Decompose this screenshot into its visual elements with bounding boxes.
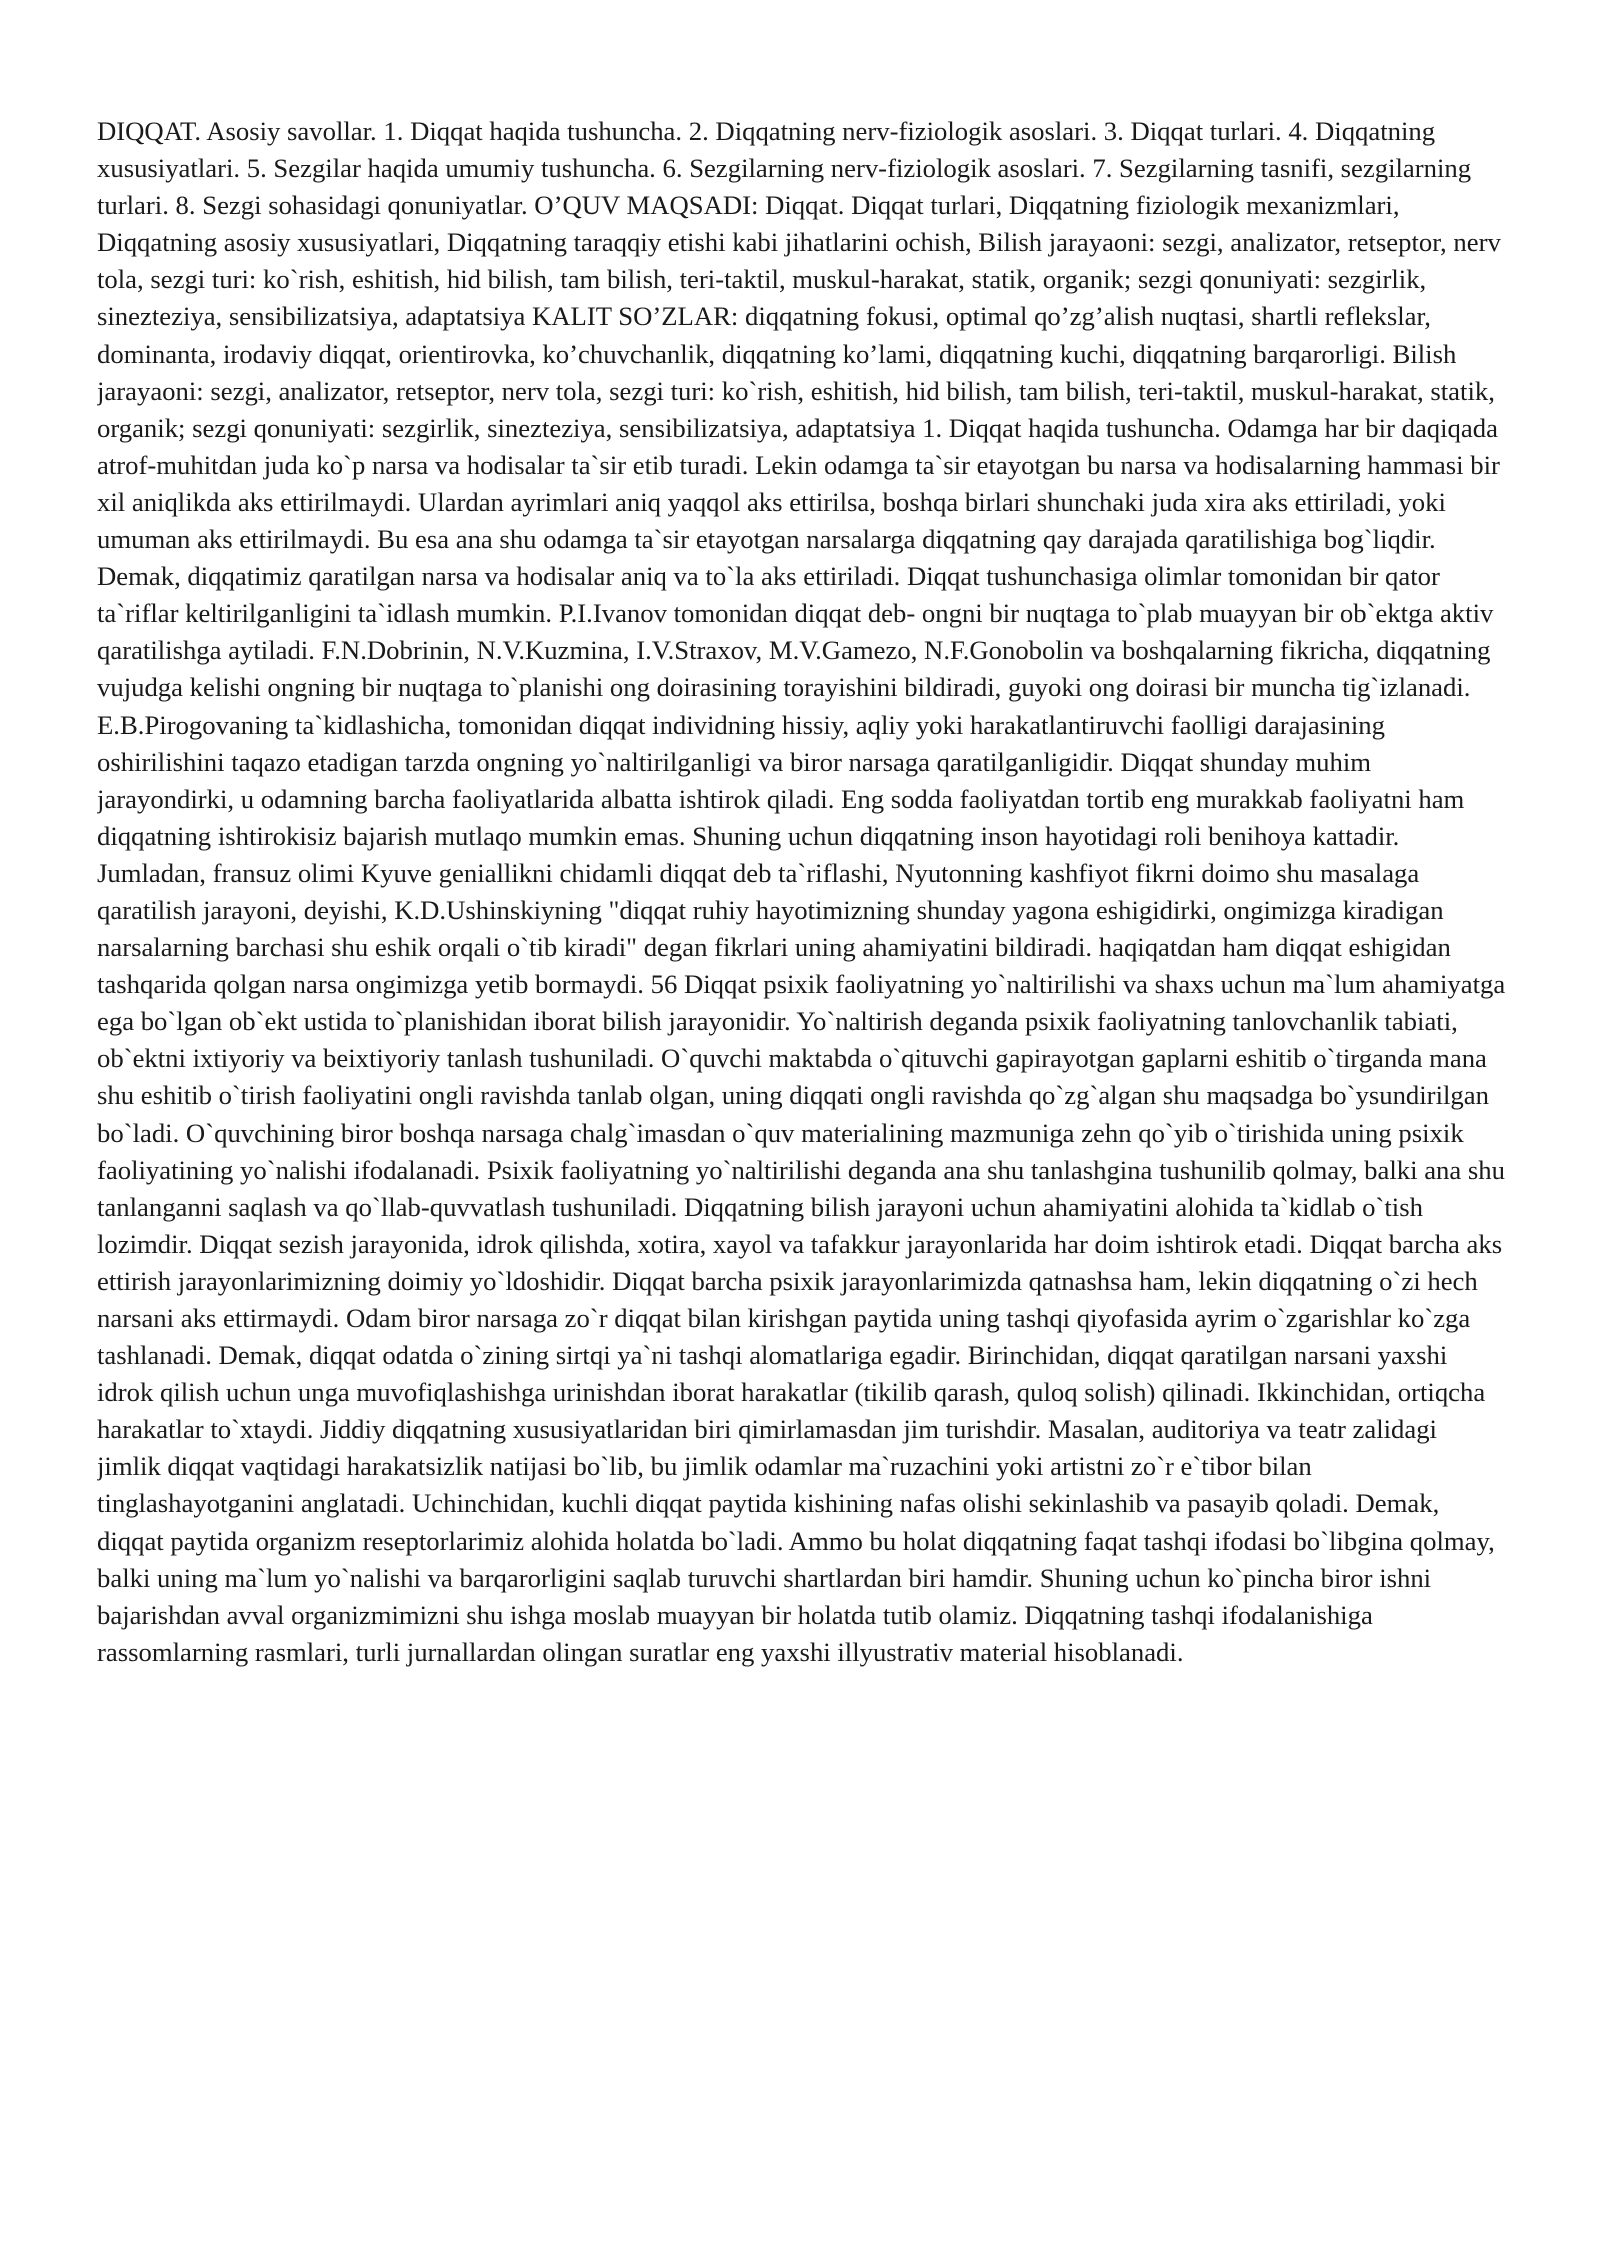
document-page (97, 113, 1507, 2173)
document-body-text: DIQQAT. Asosiy savollar. 1. Diqqat haqida tushuncha. 2. Diqqatning nerv-fiziologik asoslari. 3. Diqqat turlari. 4. Diqqatning xususiyatlari. 5. Sezgilar haqida umumiy tushuncha. 6. Sezgilarning nerv-fiziologik asoslari. 7. Sezgilarning tasnifi, sezgilarning turlari. 8. Sezgi sohasidagi qonuniyatlar. O’QUV MAQSADI: Diqqat. Diqqat turlari, Diqqatning fiziologik mexanizmlari, Diqqatning asosiy xususiyatlari, Diqqatning taraqqiy etishi kabi jihatlarini ochish, Bilish jarayaoni: sezgi, analizator, retseptor, nerv tola, sezgi turi: ko`rish, eshitish, hid bilish, tam bilish, teri-taktil, muskul-harakat, statik, organik; sezgi qonuniyati: sezgirlik, sinezteziya, sensibilizatsiya, adaptatsiya KALIT SO’ZLAR: diqqatning fokusi, optimal qo’zg’alish nuqtasi, shartli reflekslar, dominanta, irodaviy diqqat, orientirovka, ko’chuvchanlik, diqqatning ko’lami, diqqatning kuchi, diqqatning barqarorligi. Bilish jarayaoni: sezgi, analizator, retseptor, nerv tola, sezgi turi: ko`rish, eshitish, hid bilish, tam bilish, teri-taktil, muskul-harakat, statik, organik; sezgi qonuniyati: sezgirlik, sinezteziya, sensibilizatsiya, adaptatsiya 1. Diqqat haqida tushuncha. Odamga har bir daqiqada atrof-muhitdan juda ko`p narsa va hodisalar ta`sir etib turadi. Lekin odamga ta`sir etayotgan bu narsa va hodisalarning hammasi bir xil aniqlikda aks ettirilmaydi. Ulardan ayrimlari aniq yaqqol aks ettirilsa, boshqa birlari shunchaki juda xira aks ettiriladi, yoki umuman aks ettirilmaydi. Bu esa ana shu odamga ta`sir etayotgan narsalarga diqqatning qay darajada qaratilishiga bog`liqdir. Demak, diqqatimiz qaratilgan narsa va hodisalar aniq va to`la aks ettiriladi. Diqqat tushunchasiga olimlar tomonidan bir qator ta`riflar keltirilganligini ta`idlash mumkin. P.I.Ivanov tomonidan diqqat deb- ongni bir nuqtaga to`plab muayyan bir ob`ektga aktiv qaratilishga aytiladi. F.N.Dobrinin, N.V.Kuzmina, I.V.Straxov, M.V.Gamezo, N.F.Gonobolin va boshqalarning fikricha, diqqatning vujudga kelishi ongning bir nuqtaga to`planishi ong doirasining torayishini bildiradi, guyoki ong doirasi bir muncha tig`izlanadi. E.B.Pirogovaning ta`kidlashicha, tomonidan diqqat individning hissiy, aqliy yoki harakatlantiruvchi faolligi darajasining oshirilishini taqazo etadigan tarzda ongning yo`naltirilganligi va biror narsaga qaratilganligidir. Diqqat shunday muhim jarayondirki, u odamning barcha faoliyatlarida albatta ishtirok qiladi. Eng sodda faoliyatdan tortib eng murakkab faoliyatni ham diqqatning ishtirokisiz bajarish mutlaqo mumkin emas. Shuning uchun diqqatning inson hayotidagi roli benihoya kattadir. Jumladan, fransuz olimi Kyuve geniallikni chidamli diqqat deb ta`riflashi, Nyutonning kashfiyot fikrni doimo shu masalaga qaratilish jarayoni, deyishi, K.D.Ushinskiyning "diqqat ruhiy hayotimizning shunday yagona eshigidirki, ongimizga kiradigan narsalarning barchasi shu eshik orqali o`tib kiradi" degan fikrlari uning ahamiyatini bildiradi. haqiqatdan ham diqqat eshigidan tashqarida qolgan narsa ongimizga yetib bormaydi. 56 Diqqat psixik faoliyatning yo`naltirilishi va shaxs uchun ma`lum ahamiyatga ega bo`lgan ob`ekt ustida to`planishidan iborat bilish jarayonidir. Yo`naltirish deganda psixik faoliyatning tanlovchanlik tabiati, ob`ektni ixtiyoriy va beixtiyoriy tanlash tushuniladi. O`quvchi maktabda o`qituvchi gapirayotgan gaplarni eshitib o`tirganda mana shu eshitib o`tirish faoliyatini ongli ravishda tanlab olgan, uning diqqati ongli ravishda qo`zg`algan shu maqsadga bo`ysundirilgan bo`ladi. O`quvchining biror boshqa narsaga chalg`imasdan o`quv materialining mazmuniga zehn qo`yib o`tirishida uning psixik faoliyatining yo`nalishi ifodalanadi. Psixik faoliyatning yo`naltirilishi deganda ana shu tanlashgina tushunilib qolmay, balki ana shu tanlanganni saqlash va qo`llab-quvvatlash tushuniladi. Diqqatning bilish jarayoni uchun ahamiyatini alohida ta`kidlab o`tish lozimdir. Diqqat sezish jarayonida, idrok qilishda, xotira, xayol va tafakkur jarayonlarida har doim ishtirok etadi. Diqqat barcha aks ettirish jarayonlarimizning doimiy yo`ldoshidir. Diqqat barcha psixik jarayonlarimizda qatnashsa ham, lekin diqqatning o`zi hech narsani aks ettirmaydi. Odam biror narsaga zo`r diqqat bilan kirishgan paytida uning tashqi qiyofasida ayrim o`zgarishlar ko`zga tashlanadi. Demak, diqqat odatda o`zining sirtqi ya`ni tashqi alomatlariga egadir. Birinchidan, diqqat qaratilgan narsani yaxshi idrok qilish uchun unga muvofiqlashishga urinishdan iborat harakatlar (tikilib qarash, quloq solish) qilinadi. Ikkinchidan, ortiqcha harakatlar to`xtaydi. Jiddiy diqqatning xususiyatlaridan biri qimirlamasdan jim turishdir. Masalan, auditoriya va teatr zalidagi jimlik diqqat vaqtidagi harakatsizlik natijasi bo`lib, bu jimlik odamlar ma`ruzachini yoki artistni zo`r e`tibor bilan tinglashayotganini anglatadi. Uchinchidan, kuchli diqqat paytida kishining nafas olishi sekinlashib va pasayib qoladi. Demak, diqqat paytida organizm reseptorlarimiz alohida holatda bo`ladi. Ammo bu holat diqqatning faqat tashqi ifodasi bo`libgina qolmay, balki uning ma`lum yo`nalishi va barqarorligini saqlab turuvchi shartlardan biri hamdir. Shuning uchun ko`pincha biror ishni bajarishdan avval organizmimizni shu ishga moslab muayyan bir holatda tutib olamiz. Diqqatning tashqi ifodalanishiga rassomlarning rasmlari, turli jurnallardan olingan suratlar eng yaxshi illyustrativ material hisoblanadi. (97, 116, 1506, 1667)
